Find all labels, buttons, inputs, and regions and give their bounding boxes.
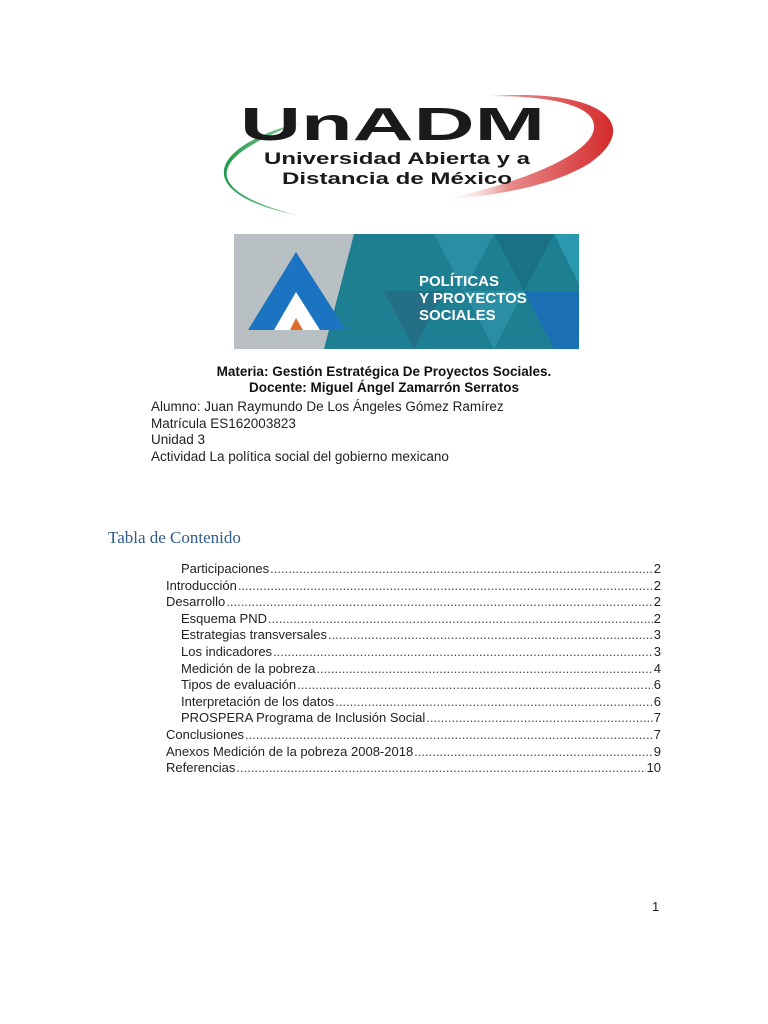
toc-entry[interactable] [166,727,661,743]
toc-entry-label: Conclusiones [166,727,245,742]
toc-entry[interactable] [181,644,661,660]
toc-leader-dots [328,627,653,643]
toc-leader-dots [245,727,653,743]
toc-entry-label: Tipos de evaluación [181,677,297,693]
toc-leader-dots [268,611,653,627]
toc-entry[interactable] [181,561,661,577]
toc-leader-dots [297,677,653,693]
logo-wordmark: UnADM [240,98,545,150]
toc-entry[interactable] [166,760,661,776]
toc-entry[interactable] [181,611,661,627]
banner-line2: Y PROYECTOS [419,290,527,307]
toc-entry-page: 2 [653,577,661,593]
toc-entry-label: Estrategias transversales [181,627,327,643]
matricula-line: Matrícula ES162003823 [151,415,296,431]
toc-entry-page: 2 [653,610,661,626]
toc-entry-label: Desarrollo [166,594,226,610]
toc-entry-page: 4 [653,660,661,676]
toc-entry-label: Esquema PND [181,610,267,626]
toc-entry[interactable] [181,677,661,693]
toc-entry-page: 6 [653,693,661,709]
logo-line2: Distancia de México [282,169,512,188]
toc-entry[interactable] [166,744,661,760]
toc-leader-dots [414,744,653,760]
toc-entry-page: 3 [653,644,661,659]
toc-entry-label: PROSPERA Programa de Inclusión Social [181,710,426,726]
toc-entry-label: Anexos Medición de la pobreza 2008-2018 [166,743,414,759]
student-info [151,399,504,465]
toc-entry-page: 7 [653,727,661,742]
toc-leader-dots [236,760,645,776]
toc-entry[interactable] [181,694,661,710]
toc-entry-page: 6 [653,677,661,693]
toc-title: Tabla de Contenido [108,528,241,547]
document-header [0,364,768,396]
toc-leader-dots [270,561,653,577]
alumno-line: Alumno: Juan Raymundo De Los Ángeles Gómez Ramírez [151,399,504,414]
toc-entry-label: Interpretación de los datos [181,693,335,709]
unidad-line: Unidad 3 [151,432,206,447]
banner-line3: SOCIALES [419,307,496,324]
actividad-line: Actividad La política social del gobierno mexicano [151,448,449,464]
toc-entry-page: 9 [653,743,661,759]
toc-leader-dots [273,644,653,660]
toc-entry-label: Referencias [166,760,236,776]
toc-entry[interactable] [181,661,661,677]
toc-entry[interactable] [166,594,661,610]
toc-entry-label: Medición de la pobreza [181,660,316,676]
course-banner [234,234,579,349]
toc-leader-dots [238,578,653,594]
materia-line: Materia: Gestión Estratégica De Proyectos Sociales. [216,364,552,379]
logo-line1: Universidad Abierta y a [264,149,531,168]
toc-entry-label: Participaciones [181,561,270,576]
page-number: 1 [652,899,660,914]
toc-leader-dots [316,661,652,677]
unadm-logo [190,88,620,223]
toc-entry[interactable] [166,578,661,594]
toc-entry-label: Los indicadores [181,644,273,659]
toc-entry-page: 7 [653,710,661,726]
banner-line1: POLÍTICAS [419,273,500,290]
toc-entry-page: 2 [653,561,661,576]
docente-line: Docente: Miguel Ángel Zamarrón Serratos [248,380,520,395]
toc-entry-page: 10 [646,760,661,776]
toc-entry-page: 3 [653,627,661,643]
toc-entry-page: 2 [653,594,661,610]
toc-leader-dots [226,594,653,610]
toc-leader-dots [426,710,653,726]
toc-entry[interactable] [181,627,661,643]
toc-entry-label: Introducción [166,577,237,593]
toc-leader-dots [335,694,653,710]
toc-entry[interactable] [181,710,661,726]
